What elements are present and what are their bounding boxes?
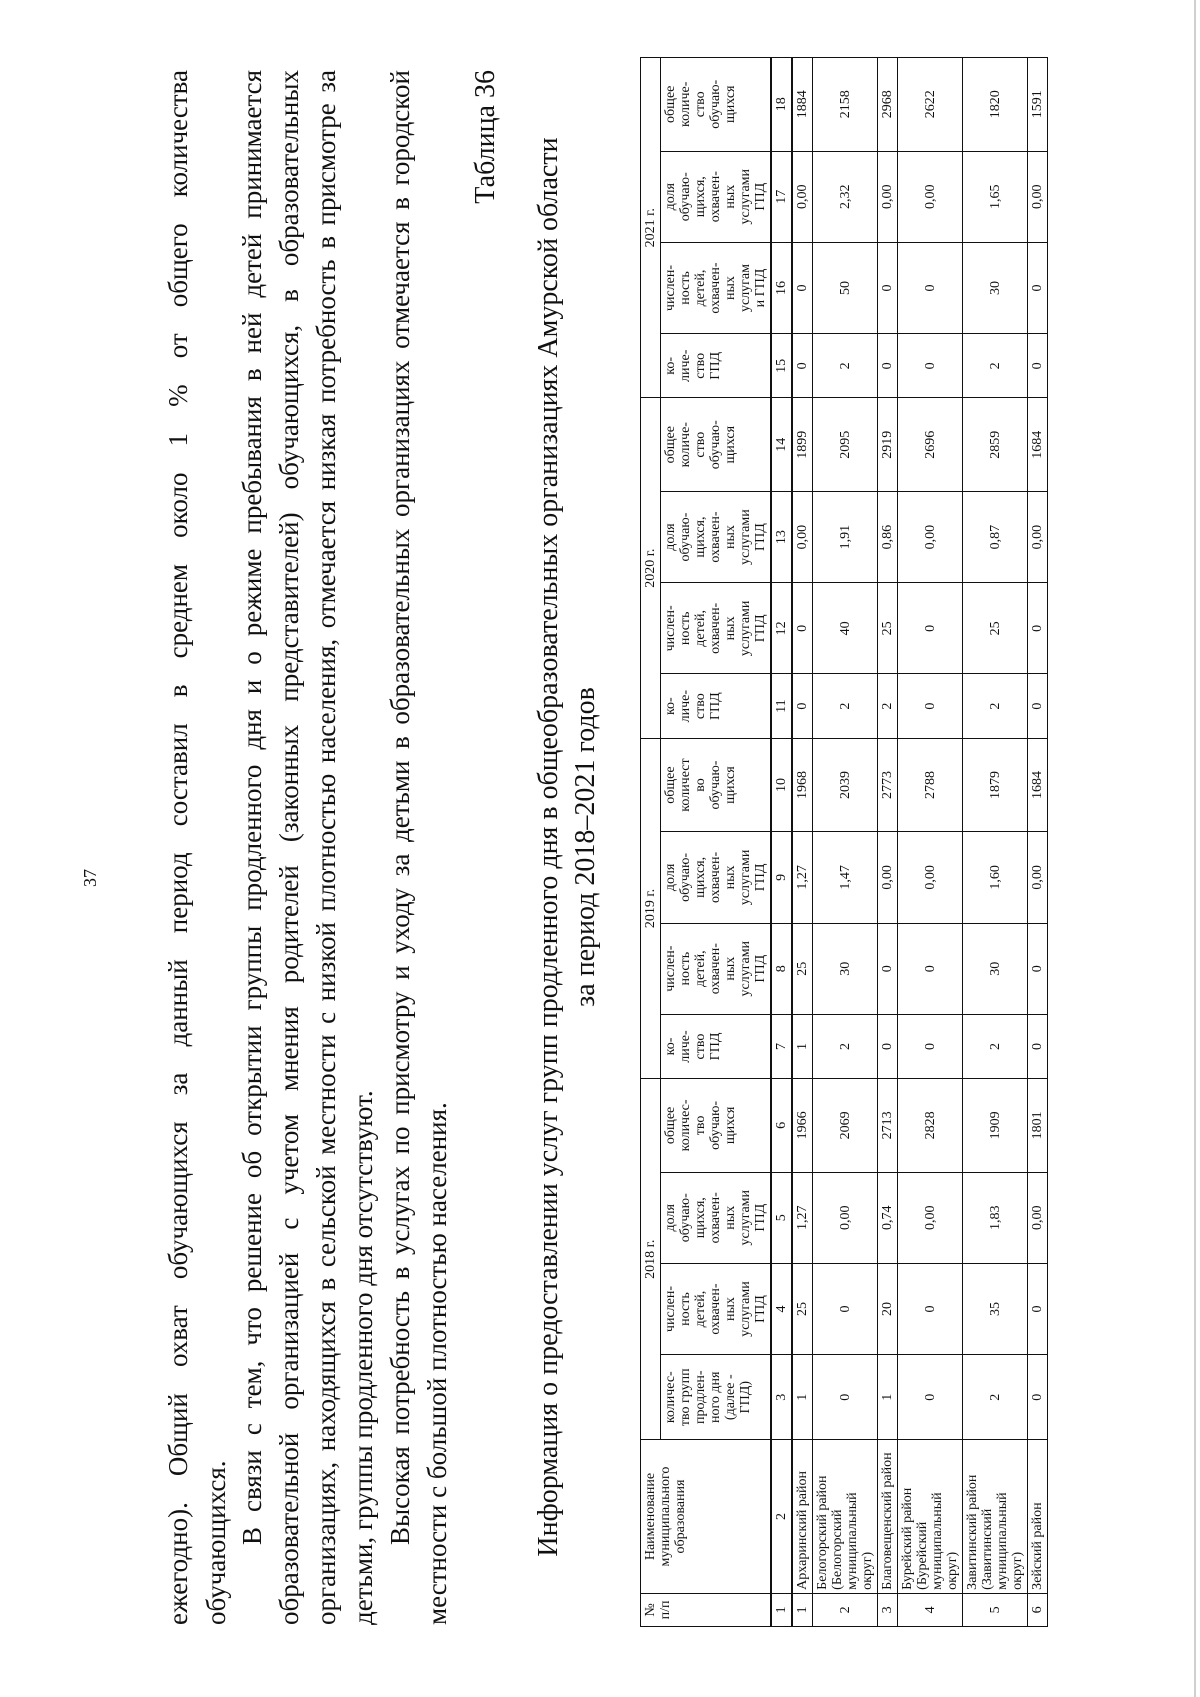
header-year-2019: 2019 г. xyxy=(641,738,661,1078)
table-cell: 0 xyxy=(1028,1263,1048,1354)
header-metric: количес- тво групп продлен- ного дня (далее - ГПД) xyxy=(661,1355,772,1440)
header-year-2020: 2020 г. xyxy=(641,398,661,738)
header-row-years xyxy=(641,58,661,1627)
table-cell: 0 xyxy=(1028,334,1048,398)
column-number-cell: 12 xyxy=(771,583,792,674)
table-cell: 0,00 xyxy=(898,151,963,242)
header-municipality: Наименование муниципального образования xyxy=(641,1440,772,1594)
table-cell: 2158 xyxy=(813,58,878,152)
table-cell: 0,87 xyxy=(963,491,1028,582)
table-cell: 1 xyxy=(792,1355,813,1440)
table-cell: 0 xyxy=(1028,923,1048,1014)
column-number-cell: 8 xyxy=(771,923,792,1014)
table-cell: 1,47 xyxy=(813,832,878,923)
column-number-cell: 2 xyxy=(771,1440,792,1594)
table-row xyxy=(1028,58,1048,1627)
table-body xyxy=(771,58,1048,1627)
table-cell: 1899 xyxy=(792,398,813,491)
header-metric: общее количе- ство обучаю- щихся xyxy=(661,58,772,152)
table-cell: 0 xyxy=(792,242,813,333)
table-cell: 0,74 xyxy=(878,1172,898,1263)
table-cell: 0 xyxy=(898,1263,963,1354)
table-cell: 0,00 xyxy=(898,832,963,923)
table-cell: 2919 xyxy=(878,398,898,491)
table-cell: 0 xyxy=(898,583,963,674)
table-row xyxy=(963,58,1028,1627)
table-cell: 0,00 xyxy=(1028,1172,1048,1263)
column-number-cell: 17 xyxy=(771,151,792,242)
municipality-name: Бурейский район (Бурейский муниципальный округ) xyxy=(898,1440,963,1594)
table-cell: 2828 xyxy=(898,1079,963,1172)
table-cell: 20 xyxy=(878,1263,898,1354)
table-row xyxy=(878,58,898,1627)
column-number-cell: 9 xyxy=(771,832,792,923)
header-metric: ко- личе- ство ГПД xyxy=(661,674,772,738)
table-cell: 0,00 xyxy=(1028,832,1048,923)
table-cell: 35 xyxy=(963,1263,1028,1354)
table-cell: 0 xyxy=(878,334,898,398)
paragraph-demand: Высокая потребность в услугах по присмотру и уходу за детьми в образовательных организациях отмечается в городской местности с большой плотностью населения. xyxy=(385,70,452,1625)
table-cell: 50 xyxy=(813,242,878,333)
header-metric: ко- личе- ство ГПД xyxy=(661,334,772,398)
header-row-metrics xyxy=(661,58,772,1627)
header-metric: общее количес- тво обучаю- щихся xyxy=(661,1079,772,1172)
table-cell: 25 xyxy=(792,923,813,1014)
table-cell: 1968 xyxy=(792,738,813,831)
table-cell: 25 xyxy=(963,583,1028,674)
table-cell: 0,00 xyxy=(792,151,813,242)
table-cell: 2,32 xyxy=(813,151,878,242)
header-metric: доля обучаю- щихся, охвачен- ных услугами ГПД xyxy=(661,151,772,242)
table-cell: 1909 xyxy=(963,1079,1028,1172)
table-cell: 1,60 xyxy=(963,832,1028,923)
header-metric: числен- ность детей, охвачен- ных услугами ГПД xyxy=(661,923,772,1014)
table-cell: 2 xyxy=(878,674,898,738)
table-cell: 0 xyxy=(813,1263,878,1354)
table-cell: 2 xyxy=(813,1014,878,1078)
table-cell: 0 xyxy=(898,674,963,738)
table-cell: 25 xyxy=(792,1263,813,1354)
column-number-cell: 7 xyxy=(771,1014,792,1078)
table-cell: 1,27 xyxy=(792,1172,813,1263)
row-number: 5 xyxy=(963,1593,1028,1626)
table-cell: 2 xyxy=(963,334,1028,398)
table-cell: 2 xyxy=(813,674,878,738)
header-metric: числен- ность детей, охвачен- ных услугами ГПД xyxy=(661,583,772,674)
table-cell: 0 xyxy=(792,334,813,398)
table-cell: 30 xyxy=(963,242,1028,333)
column-number-cell: 18 xyxy=(771,58,792,152)
header-metric: доля обучаю- щихся, охвачен- ных услугами ГПД xyxy=(661,832,772,923)
row-number: 2 xyxy=(813,1593,878,1626)
column-number-cell: 14 xyxy=(771,398,792,491)
table-cell: 1 xyxy=(878,1355,898,1440)
table-cell: 0 xyxy=(1028,674,1048,738)
municipality-name: Благовещенский район xyxy=(878,1440,898,1594)
municipality-name: Белогорский район (Белогорский муниципальный округ) xyxy=(813,1440,878,1594)
table-cell: 2859 xyxy=(963,398,1028,491)
gpd-services-table xyxy=(640,57,1048,1627)
table-cell: 2696 xyxy=(898,398,963,491)
header-metric: общее количе- ство обучаю- щихся xyxy=(661,398,772,491)
paragraph-coverage-end: обучающихся. xyxy=(201,1460,231,1625)
table-cell: 1884 xyxy=(792,58,813,152)
table-cell: 0 xyxy=(898,1014,963,1078)
header-year-2021: 2021 г. xyxy=(641,58,661,398)
table-cell: 2 xyxy=(813,334,878,398)
table-cell: 0,00 xyxy=(898,491,963,582)
header-metric: доля обучаю- щихся, охвачен- ных услугами ГПД xyxy=(661,491,772,582)
table-cell: 2713 xyxy=(878,1079,898,1172)
table-cell: 1820 xyxy=(963,58,1028,152)
table-title-line1: Информация о предоставлении услуг групп продленного дня в общеобразовательных организациях Амурской области xyxy=(533,137,564,1557)
table-row xyxy=(813,58,878,1627)
table-cell: 2 xyxy=(963,1014,1028,1078)
table-row xyxy=(792,58,813,1627)
table-cell: 0,86 xyxy=(878,491,898,582)
table-cell: 0,00 xyxy=(813,1172,878,1263)
municipality-name: Завитинский район (Завитинский муниципальный округ) xyxy=(963,1440,1028,1594)
table-cell: 0 xyxy=(898,923,963,1014)
table-cell: 0 xyxy=(898,334,963,398)
table-cell: 1 xyxy=(792,1014,813,1078)
column-number-cell: 1 xyxy=(771,1593,792,1626)
header-metric: доля обучаю- щихся, охвачен- ных услугами ГПД xyxy=(661,1172,772,1263)
page-number: 37 xyxy=(80,869,100,887)
column-number-row xyxy=(771,58,792,1627)
table-cell: 0 xyxy=(898,242,963,333)
column-number-cell: 3 xyxy=(771,1355,792,1440)
table-cell: 0,00 xyxy=(878,832,898,923)
row-number: 1 xyxy=(792,1593,813,1626)
column-number-cell: 10 xyxy=(771,738,792,831)
row-number: 4 xyxy=(898,1593,963,1626)
table-cell: 2773 xyxy=(878,738,898,831)
table-cell: 2788 xyxy=(898,738,963,831)
table-cell: 2069 xyxy=(813,1079,878,1172)
table-cell: 0,00 xyxy=(878,151,898,242)
table-cell: 1,91 xyxy=(813,491,878,582)
header-metric: числен- ность детей, охвачен- ных услугами ГПД xyxy=(661,1263,772,1354)
table-cell: 40 xyxy=(813,583,878,674)
table-cell: 1966 xyxy=(792,1079,813,1172)
table-cell: 30 xyxy=(813,923,878,1014)
table-cell: 30 xyxy=(963,923,1028,1014)
table-cell: 1591 xyxy=(1028,58,1048,152)
column-number-cell: 5 xyxy=(771,1172,792,1263)
table-cell: 1,65 xyxy=(963,151,1028,242)
paragraph-decision: В связи с тем, что решение об открытии группы продленного дня и о режиме пребывания в ней детей принимается образовательной организацией с учетом мнения родителей (законных представителей) обучающихся, в образовательных организациях, находящихся в сельской местности с низкой плотностью населения, отмечается низкая потребность в присмотре за детьми, группы продленного дня отсутствуют. xyxy=(237,70,378,1625)
table-cell: 1801 xyxy=(1028,1079,1048,1172)
table-cell: 0 xyxy=(1028,1355,1048,1440)
table-cell: 1,83 xyxy=(963,1172,1028,1263)
paragraph-coverage: ежегодно). Общий охват обучающихся за данный период составил в среднем около 1 % от общего количества xyxy=(163,70,193,1625)
header-metric: ко- личе- ство ГПД xyxy=(661,1014,772,1078)
table-cell: 0 xyxy=(1028,242,1048,333)
table-cell: 1684 xyxy=(1028,738,1048,831)
column-number-cell: 16 xyxy=(771,242,792,333)
header-number: № п/п xyxy=(641,1593,772,1626)
row-number: 3 xyxy=(878,1593,898,1626)
table-cell: 0 xyxy=(792,674,813,738)
column-number-cell: 11 xyxy=(771,674,792,738)
table-cell: 0 xyxy=(1028,1014,1048,1078)
header-year-2018: 2018 г. xyxy=(641,1079,661,1440)
municipality-name: Зейский район xyxy=(1028,1440,1048,1594)
table-cell: 0,00 xyxy=(1028,151,1048,242)
table-cell: 0 xyxy=(1028,583,1048,674)
column-number-cell: 4 xyxy=(771,1263,792,1354)
table-cell: 1,27 xyxy=(792,832,813,923)
column-number-cell: 15 xyxy=(771,334,792,398)
table-cell: 2 xyxy=(963,674,1028,738)
column-number-cell: 6 xyxy=(771,1079,792,1172)
table-cell: 0 xyxy=(878,1014,898,1078)
table-cell: 2968 xyxy=(878,58,898,152)
table-cell: 0 xyxy=(792,583,813,674)
table-cell: 0 xyxy=(898,1355,963,1440)
table-cell: 1879 xyxy=(963,738,1028,831)
table-cell: 0,00 xyxy=(898,1172,963,1263)
table-title xyxy=(530,87,604,1607)
table-cell: 1684 xyxy=(1028,398,1048,491)
table-cell: 0 xyxy=(878,242,898,333)
table-cell: 0 xyxy=(813,1355,878,1440)
table-cell: 2 xyxy=(963,1355,1028,1440)
table-title-line2: за период 2018–2021 годов xyxy=(570,687,601,1007)
row-number: 6 xyxy=(1028,1593,1048,1626)
table-cell: 2622 xyxy=(898,58,963,152)
municipality-name: Архаринский район xyxy=(792,1440,813,1594)
table-cell: 0,00 xyxy=(1028,491,1048,582)
header-metric: общее количест во обучаю- щихся xyxy=(661,738,772,831)
table-label: Таблица 36 xyxy=(470,70,501,204)
table-cell: 0,00 xyxy=(792,491,813,582)
header-metric: числен- ность детей, охвачен- ных услугам и ГПД xyxy=(661,242,772,333)
table-cell: 2095 xyxy=(813,398,878,491)
table-cell: 25 xyxy=(878,583,898,674)
table-row xyxy=(898,58,963,1627)
table-cell: 2039 xyxy=(813,738,878,831)
table-cell: 0 xyxy=(878,923,898,1014)
column-number-cell: 13 xyxy=(771,491,792,582)
